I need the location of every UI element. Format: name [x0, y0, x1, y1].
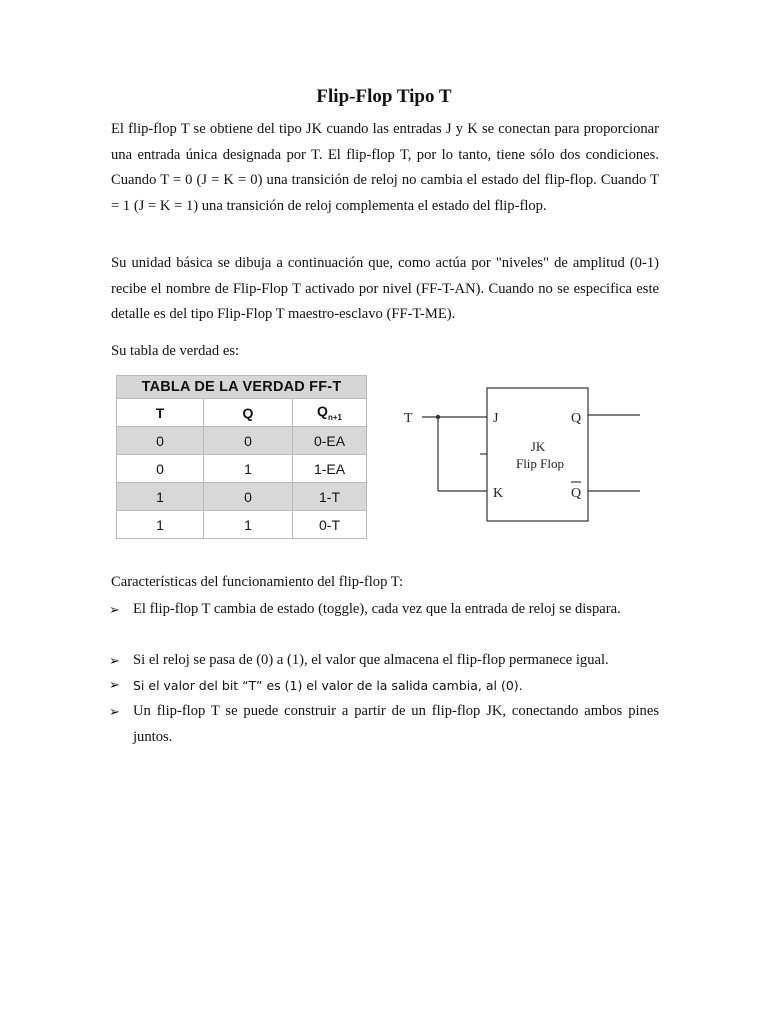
diagram-input-t-label: T	[404, 411, 413, 426]
paragraph-basic-unit: Su unidad básica se dibuja a continuación que, como actúa por "niveles" de amplitud (0-1) recibe el nombre de Flip-Flop T activado por nivel (FF-T-AN). Cuando no se especifica este detalle es del tipo Flip-Flop T maestro-esclavo (FF-T-ME).	[111, 255, 659, 322]
table-cell: 0-EA	[293, 427, 367, 455]
list-item-text: Si el reloj se pasa de (0) a (1), el valor que almacena el flip-flop permanece igual.	[133, 652, 609, 668]
paragraph-table-intro: Su tabla de verdad es:	[111, 343, 240, 359]
table-cell: 0	[204, 483, 293, 511]
table-cell: 1	[204, 511, 293, 539]
table-cell: 1-EA	[293, 455, 367, 483]
header-qn1-sub: n+1	[327, 412, 342, 422]
table-cell: 1	[117, 511, 204, 539]
diagram-block	[487, 388, 588, 521]
arrow-bullet-icon: ➢	[109, 602, 120, 617]
list-item	[109, 597, 659, 623]
arrow-bullet-icon: ➢	[109, 678, 120, 693]
truth-table-caption: TABLA DE LA VERDAD FF-T	[117, 376, 367, 399]
list-item-text: Un flip-flop T se puede construir a partir de un flip-flop JK, conectando ambos pines juntos.	[133, 703, 659, 745]
table-cell: 0	[117, 455, 204, 483]
diagram-pin-j: J	[493, 411, 499, 426]
arrow-bullet-icon: ➢	[109, 704, 120, 719]
paragraph-intro: El flip-flop T se obtiene del tipo JK cuando las entradas J y K se conectan para proporcionar una entrada única designada por T. El flip-flop T, por lo tanto, tiene sólo dos condiciones. Cuando T = 0 (J = K = 0) una transición de reloj no cambia el estado del flip-flop. Cuando T = 1 (J = K = 1) una transición de reloj complementa el estado del flip-flop.	[111, 121, 659, 214]
diagram-pin-k: K	[493, 486, 504, 501]
table-row	[117, 427, 367, 455]
table-cell: 1	[204, 455, 293, 483]
diagram-junction-dot	[436, 415, 440, 419]
header-qn1-main: Q	[317, 403, 328, 420]
diagram-block-label-1: JK	[530, 439, 546, 454]
list-item-text: El flip-flop T cambia de estado (toggle), cada vez que la entrada de reloj se dispara.	[133, 601, 621, 617]
diagram-block-label-2: Flip Flop	[515, 456, 565, 471]
table-cell: 1	[117, 483, 204, 511]
truth-table	[116, 375, 367, 539]
table-row	[117, 483, 367, 511]
header-q: Q	[204, 399, 293, 427]
table-cell: 0-T	[293, 511, 367, 539]
table-cell: 0	[117, 427, 204, 455]
characteristics-title: Características del funcionamiento del flip-flop T:	[111, 574, 403, 590]
table-cell: 0	[204, 427, 293, 455]
diagram-out-q: Q	[571, 411, 582, 426]
list-item	[109, 699, 659, 750]
header-t: T	[117, 399, 204, 427]
diagram-out-qbar: Q	[571, 486, 582, 501]
list-item	[109, 648, 659, 674]
table-row	[117, 511, 367, 539]
list-item-text: Si el valor del bit “T” es (1) el valor de la salida cambia, al (0).	[133, 678, 523, 693]
table-row	[117, 455, 367, 483]
page-title: Flip-Flop Tipo T	[316, 86, 452, 107]
jk-flip-flop-diagram	[396, 383, 656, 528]
arrow-bullet-icon: ➢	[109, 653, 120, 668]
header-qn1	[293, 399, 367, 427]
table-cell: 1-T	[293, 483, 367, 511]
list-item	[109, 673, 659, 699]
